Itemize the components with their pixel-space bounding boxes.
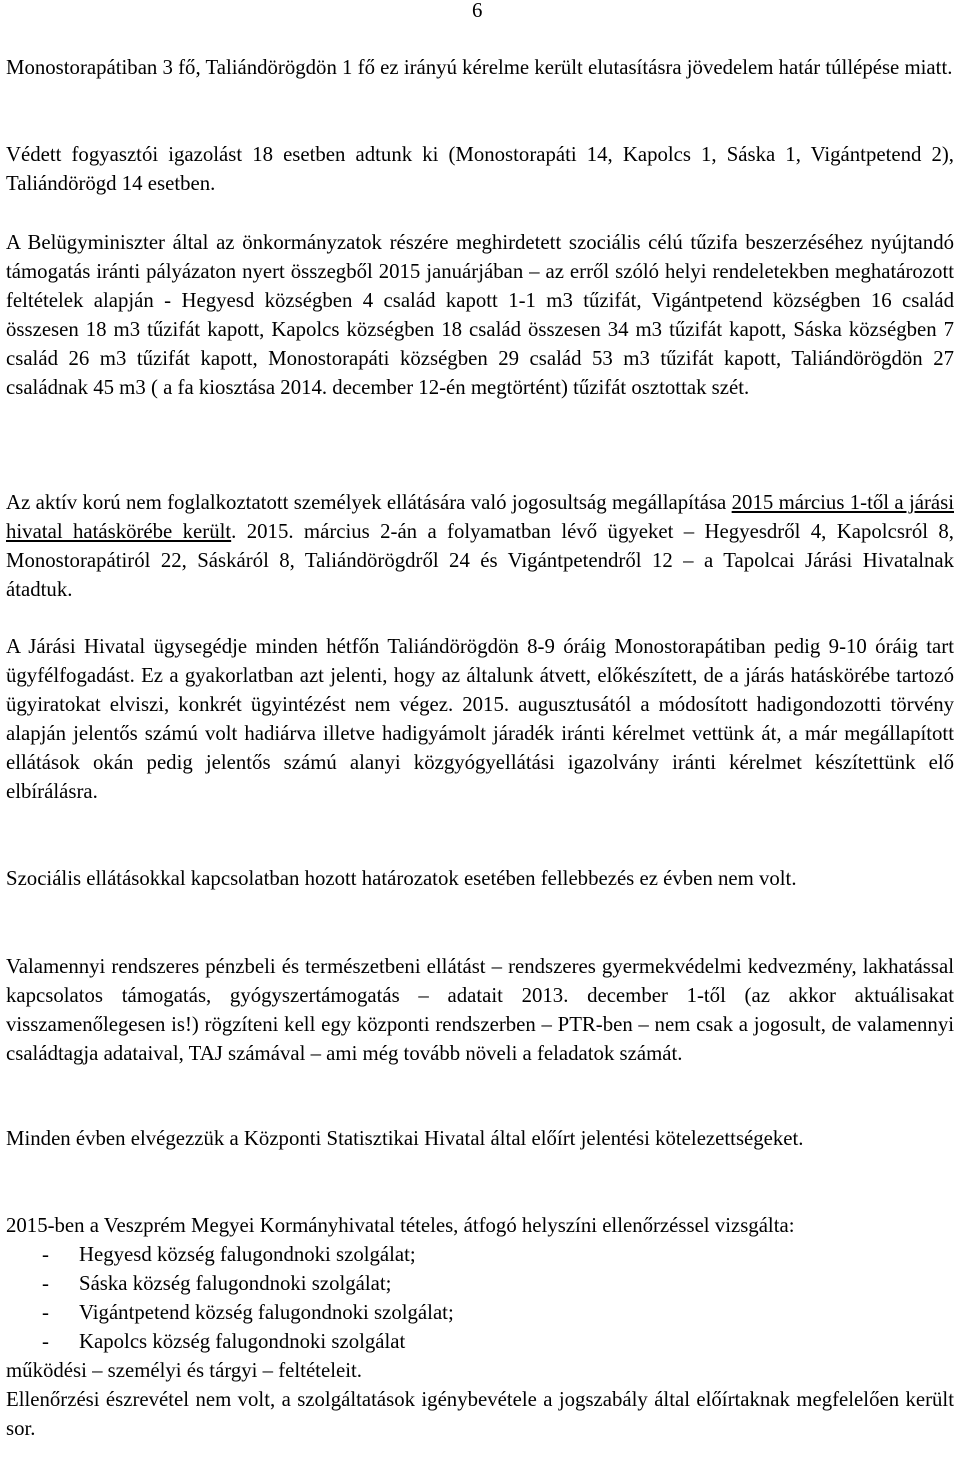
paragraph-active-age-benefit (6, 488, 954, 604)
active-age-text-1: Az aktív korú nem foglalkoztatott személyek ellátására való jogosultság megállapítása (6, 491, 732, 514)
page-number: 6 (472, 0, 483, 22)
list-dash: - (42, 1243, 49, 1266)
paragraph-inspection-result: Ellenőrzési észrevétel nem volt, a szolgáltatások igénybevétele a jogszabály által előírtaknak megfelelően került sor. (6, 1388, 954, 1440)
paragraph-district-office: A Járási Hivatal ügysegédje minden hétfőn Taliándörögdön 8-9 óráig Monostorapátiban pedig 9-10 óráig tart ügyfélfogadást. Ez a gyakorlatban azt jelenti, hogy az általunk átvett, előkészített, de a járás hatáskörébe tartozó ügyiratokat elviszi, konkrét ügyintézést nem végez. 2015. augusztusától a módosított hadigondozotti törvény alapján jelentős számú volt hadiárva illetve hadigyámolt járadék iránti kérelmet vettünk át, a már megállapított ellátások okán pedig jelentős számú alanyi közgyógyellátási igazolvány iránti kérelmet készítettünk elő elbírálásra. (6, 635, 954, 803)
paragraph-protected-consumer: Védett fogyasztói igazolást 18 esetben adtunk ki (Monostorapáti 14, Kapolcs 1, Sáska 1, Vigántpetend 2), Taliándörögd 14 esetben. (6, 143, 954, 195)
paragraph-statistics-reports: Minden évben elvégezzük a Központi Statisztikai Hivatal által előírt jelentési kötelezettségeket. (6, 1127, 804, 1150)
paragraph-operating-conditions: működési – személyi és tárgyi – feltételeit. (6, 1359, 362, 1382)
active-age-underlined-text: 2015 március 1-től a járási hivatal hatáskörébe került (6, 491, 954, 543)
inspection-list (6, 1240, 954, 1356)
paragraph-firewood-support: A Belügyminiszter által az önkormányzatok részére meghirdetett szociális célú tűzifa beszerzéséhez nyújtandó támogatás iránti pályázaton nyert összegből 2015 januárjában – az erről szóló helyi rendeletekben meghatározott feltételek alapján - Hegyesd községben 4 család kapott 1-1 m3 tűzifát, Vigántpetend községben 16 család összesen 18 m3 tűzifát kapott, Kapolcs községben 18 család összesen 34 m3 tűzifát kapott, Sáska községben 7 család 26 m3 tűzifát kapott, Monostorapáti községben 29 család 53 m3 tűzifát kapott, Taliándörögdön 27 családnak 45 m3 ( a fa kiosztása 2014. december 12-én megtörtént) tűzifát osztottak szét. (6, 231, 954, 399)
paragraph-rejected-applications: Monostorapátiban 3 fő, Taliándörögdön 1 fő ez irányú kérelme került elutasításra jövedelem határ túllépése miatt. (6, 56, 953, 79)
list-dash: - (42, 1272, 49, 1295)
list-item: - Vigántpetend község falugondnoki szolgálat; (6, 1298, 954, 1327)
inspection-section (6, 1211, 954, 1443)
paragraph-ptr-registration: Valamennyi rendszeres pénzbeli és természetbeni ellátást – rendszeres gyermekvédelmi kedvezmény, lakhatással kapcsolatos támogatás, gyógyszertámogatás – adatait 2013. december 1-től (az akkor aktuálisakat visszamenőlegesen is!) rögzíteni kell egy központi rendszerben – PTR-ben – nem csak a jogosult, de valamennyi családtagja adataival, TAJ számával – ami még tovább növeli a feladatok számát. (6, 955, 954, 1065)
list-item: - Hegyesd község falugondnoki szolgálat; (6, 1240, 954, 1269)
list-item: - Sáska község falugondnoki szolgálat; (6, 1269, 954, 1298)
paragraph-appeals: Szociális ellátásokkal kapcsolatban hozott határozatok esetében fellebbezés ez évben nem volt. (6, 867, 797, 890)
list-item: - Kapolcs község falugondnoki szolgálat (6, 1327, 954, 1356)
active-age-text-2: . 2015. március 2-án a folyamatban lévő ügyeket – Hegyesdről 4, Kapolcsról 8, Monostorapátiról 22, Sáskáról 8, Taliándörögdről 24 és Vigántpetendről 12 – a Tapolcai Járási Hivatalnak átadtuk. (6, 520, 954, 601)
list-dash: - (42, 1301, 49, 1324)
paragraph-inspection-intro: 2015-ben a Veszprém Megyei Kormányhivatal tételes, átfogó helyszíni ellenőrzéssel vizsgálta: (6, 1214, 795, 1237)
list-dash: - (42, 1330, 49, 1353)
